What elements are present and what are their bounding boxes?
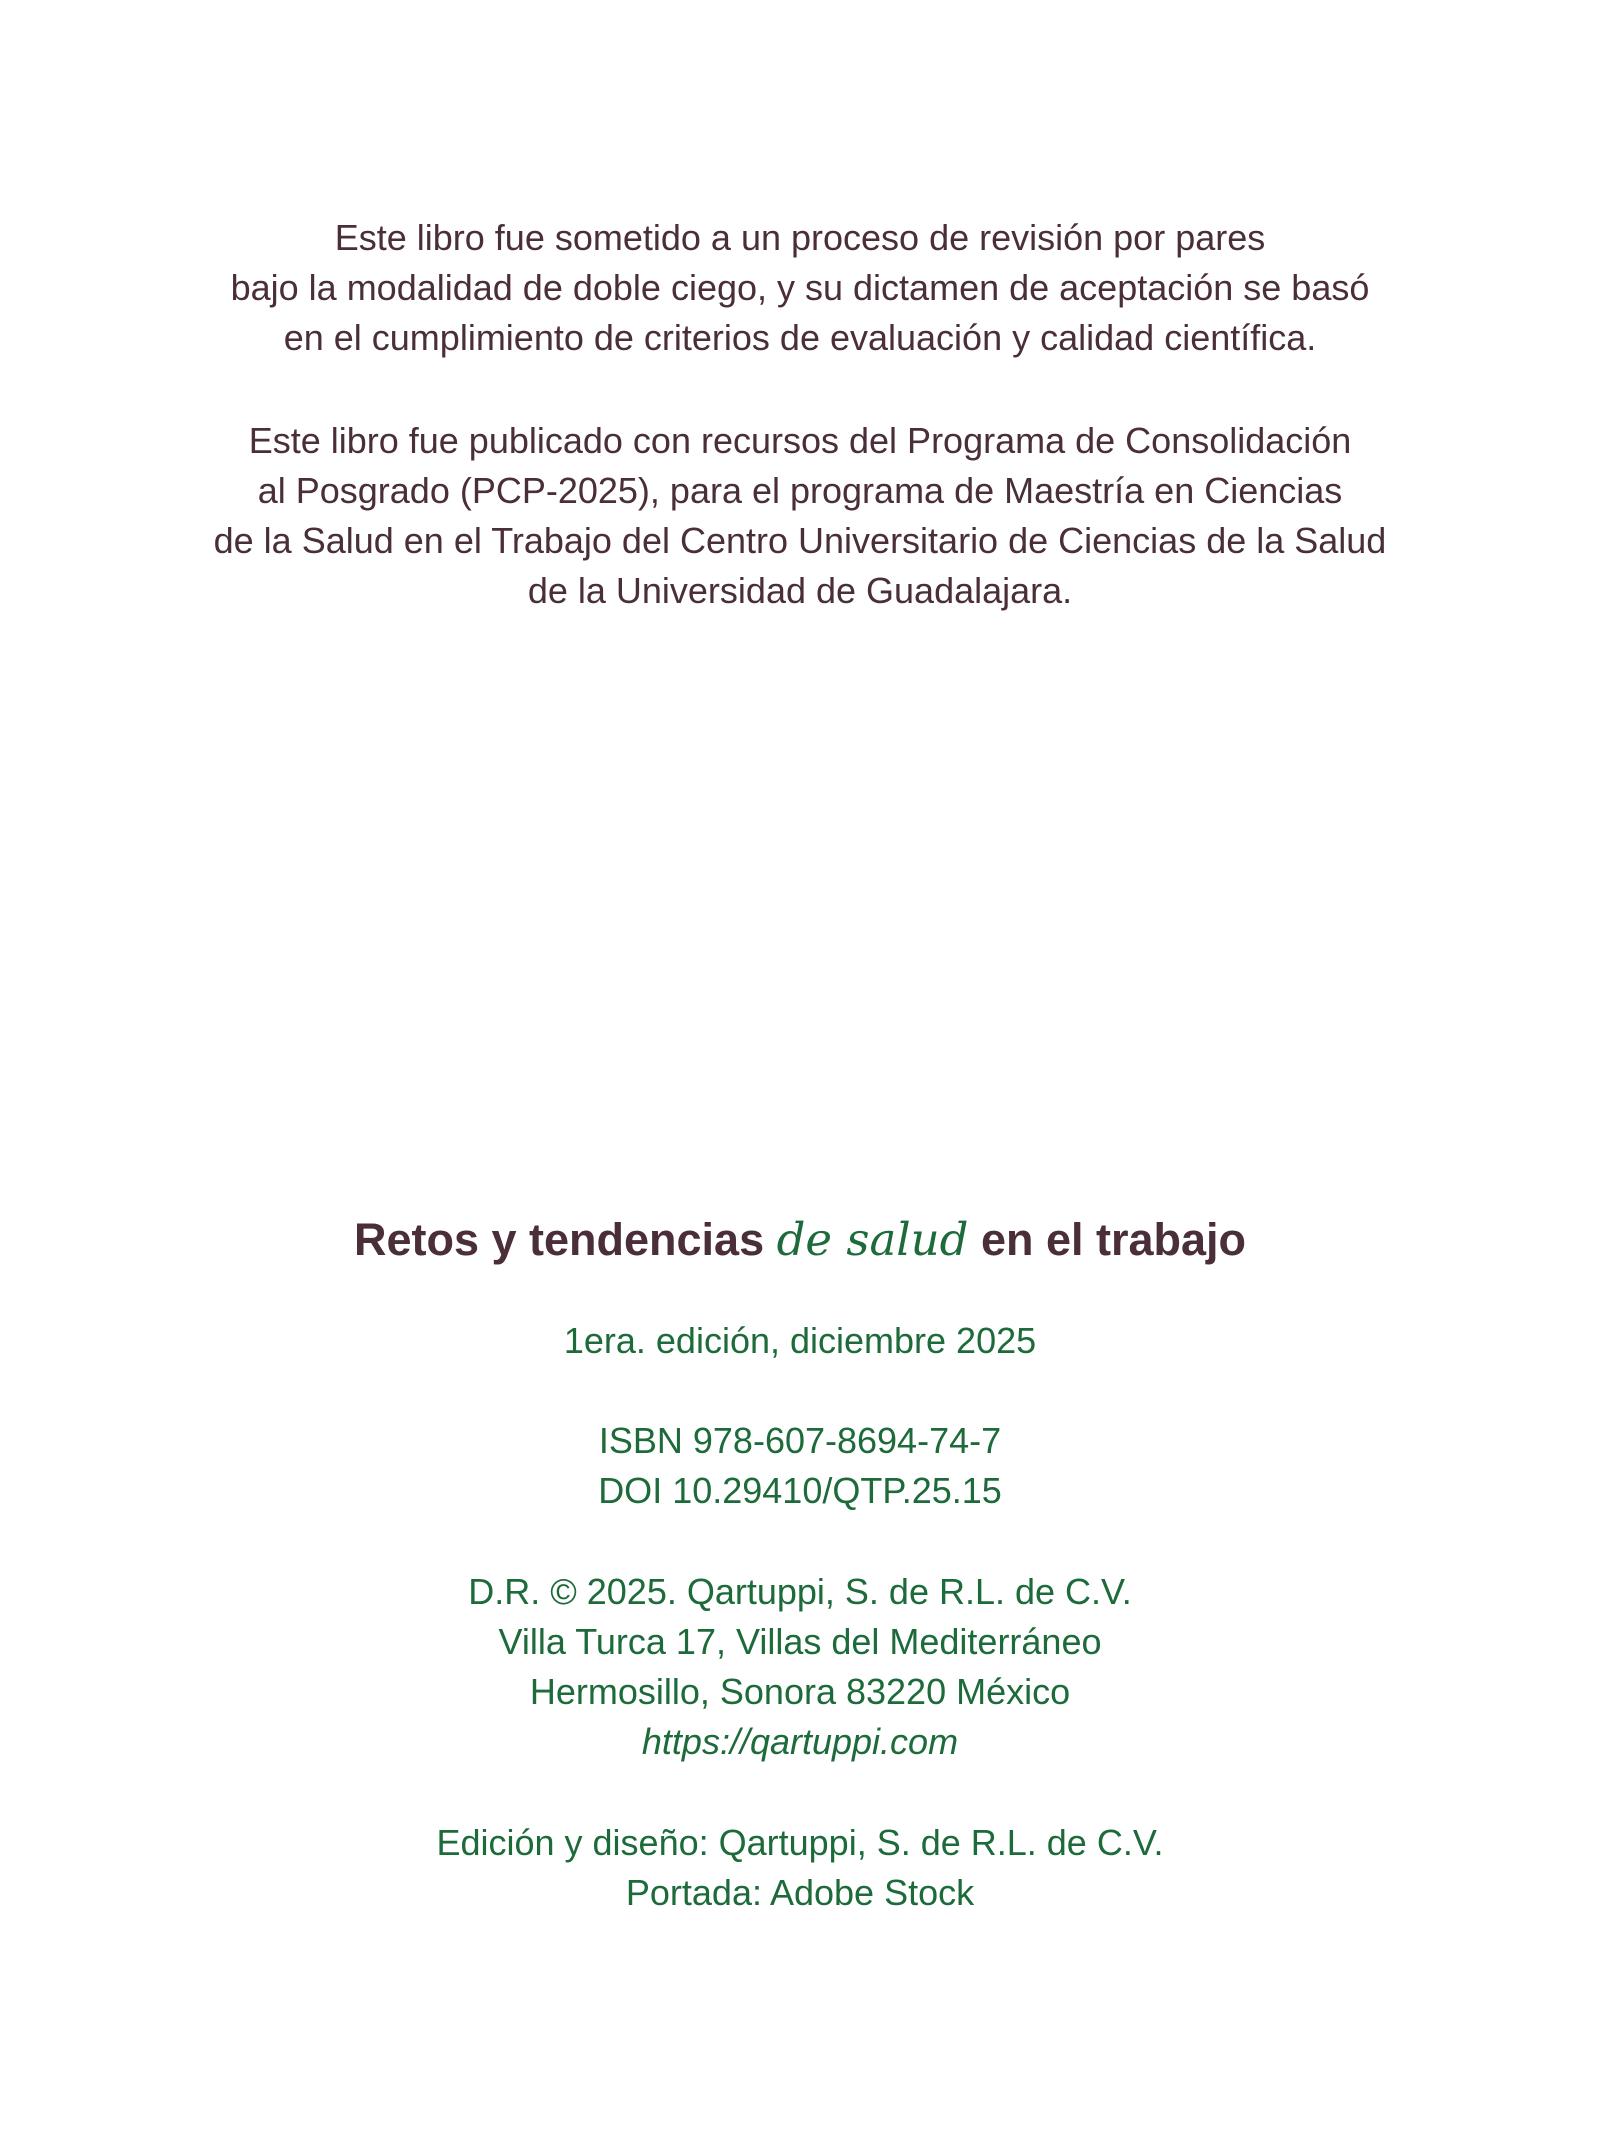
cover-credit: Portada: Adobe Stock: [625, 1872, 975, 1913]
peer-review-line: Este libro fue sometido a un proceso de revisión por pares: [334, 217, 1266, 258]
funding-note: [0, 416, 1600, 616]
publisher-info: [0, 1567, 1600, 1767]
address-line-1: Villa Turca 17, Villas del Mediterráneo: [498, 1621, 1102, 1662]
funding-line: de la Universidad de Guadalajara.: [527, 570, 1073, 611]
peer-review-line: en el cumplimiento de criterios de evaluación y calidad científica.: [283, 317, 1317, 358]
website-link[interactable]: https://qartuppi.com: [641, 1721, 959, 1762]
book-title-script: de salud: [776, 1213, 969, 1266]
doi-text: DOI 10.29410/QTP.25.15: [598, 1470, 1002, 1511]
book-title: [0, 1210, 1600, 1270]
editing-credit: Edición y diseño: Qartuppi, S. de R.L. de C.V.: [436, 1822, 1164, 1863]
rights-text: D.R. © 2025. Qartuppi, S. de R.L. de C.V.: [468, 1571, 1132, 1612]
peer-review-note: [0, 213, 1600, 363]
edition-info: [0, 1316, 1600, 1366]
identifiers: [0, 1416, 1600, 1516]
address-line-2: Hermosillo, Sonora 83220 México: [529, 1671, 1071, 1712]
funding-line: Este libro fue publicado con recursos del Programa de Consolidación: [248, 420, 1352, 461]
funding-line: al Posgrado (PCP-2025), para el programa de Maestría en Ciencias: [257, 470, 1343, 511]
book-title-part2: en el trabajo: [968, 1214, 1247, 1265]
isbn-text: ISBN 978-607-8694-74-7: [598, 1420, 1002, 1461]
edition-text: 1era. edición, diciembre 2025: [563, 1320, 1037, 1361]
credits: [0, 1818, 1600, 1918]
book-title-part1: Retos y tendencias: [353, 1214, 777, 1265]
funding-line: de la Salud en el Trabajo del Centro Universitario de Ciencias de la Salud: [213, 520, 1387, 561]
peer-review-line: bajo la modalidad de doble ciego, y su dictamen de aceptación se basó: [230, 267, 1370, 308]
